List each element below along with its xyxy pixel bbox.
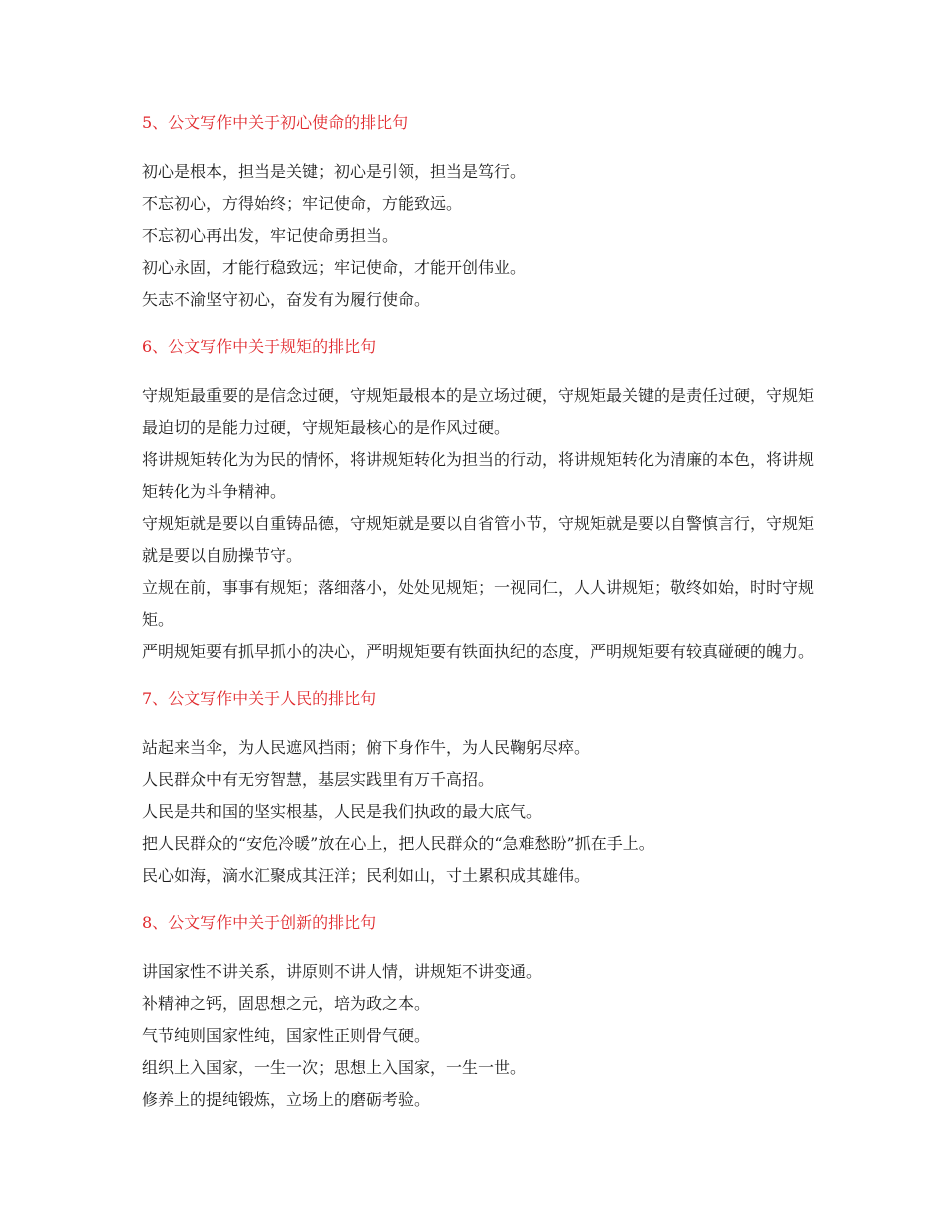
paragraph: 不忘初心再出发，牢记使命勇担当。 <box>142 226 399 245</box>
section-heading: 8、公文写作中关于创新的排比句 <box>142 913 377 932</box>
paragraph: 人民是共和国的坚实根基，人民是我们执政的最大底气。 <box>142 802 543 821</box>
paragraph: 讲国家性不讲关系，讲原则不讲人情，讲规矩不讲变通。 <box>142 962 543 981</box>
section-people <box>142 684 814 892</box>
paragraph: 初心永固，才能行稳致远；牢记使命，才能开创伟业。 <box>142 258 527 277</box>
paragraph: 气节纯则国家性纯，国家性正则骨气硬。 <box>142 1026 431 1045</box>
section-heading: 7、公文写作中关于人民的排比句 <box>142 689 377 708</box>
paragraph: 严明规矩要有抓早抓小的决心，严明规矩要有铁面执纪的态度，严明规矩要有较真碰硬的魄力。 <box>142 642 815 661</box>
paragraph: 守规矩就是要以自重铸品德，守规矩就是要以自省管小节，守规矩就是要以自警慎言行，守规矩就是要以自励操节守。 <box>142 514 815 565</box>
document-body <box>142 108 814 1116</box>
section-innovation <box>142 908 814 1116</box>
section-rules <box>142 332 814 668</box>
paragraph: 立规在前，事事有规矩；落细落小，处处见规矩；一视同仁，人人讲规矩；敬终如始，时时守规矩。 <box>142 578 815 629</box>
paragraph: 站起来当伞，为人民遮风挡雨；俯下身作牛，为人民鞠躬尽瘁。 <box>142 738 591 757</box>
section-initial-mission <box>142 108 814 316</box>
paragraph: 守规矩最重要的是信念过硬，守规矩最根本的是立场过硬，守规矩最关键的是责任过硬，守规矩最迫切的是能力过硬，守规矩最核心的是作风过硬。 <box>142 386 815 437</box>
paragraph: 人民群众中有无穷智慧，基层实践里有万千高招。 <box>142 770 495 789</box>
section-heading: 5、公文写作中关于初心使命的排比句 <box>142 113 409 132</box>
paragraph: 将讲规矩转化为为民的情怀，将讲规矩转化为担当的行动，将讲规矩转化为清廉的本色，将讲规矩转化为斗争精神。 <box>142 450 815 501</box>
section-heading: 6、公文写作中关于规矩的排比句 <box>142 337 377 356</box>
paragraph: 不忘初心，方得始终；牢记使命，方能致远。 <box>142 194 463 213</box>
paragraph: 组织上入国家，一生一次；思想上入国家，一生一世。 <box>142 1058 527 1077</box>
paragraph: 民心如海，滴水汇聚成其汪洋；民利如山，寸土累积成其雄伟。 <box>142 866 591 885</box>
paragraph: 初心是根本，担当是关键；初心是引领，担当是笃行。 <box>142 162 527 181</box>
paragraph: 把人民群众的“安危冷暖”放在心上，把人民群众的“急难愁盼”抓在手上。 <box>142 834 655 853</box>
paragraph: 补精神之钙，固思想之元，培为政之本。 <box>142 994 431 1013</box>
paragraph: 矢志不渝坚守初心，奋发有为履行使命。 <box>142 290 431 309</box>
paragraph: 修养上的提纯锻炼，立场上的磨砺考验。 <box>142 1090 431 1109</box>
